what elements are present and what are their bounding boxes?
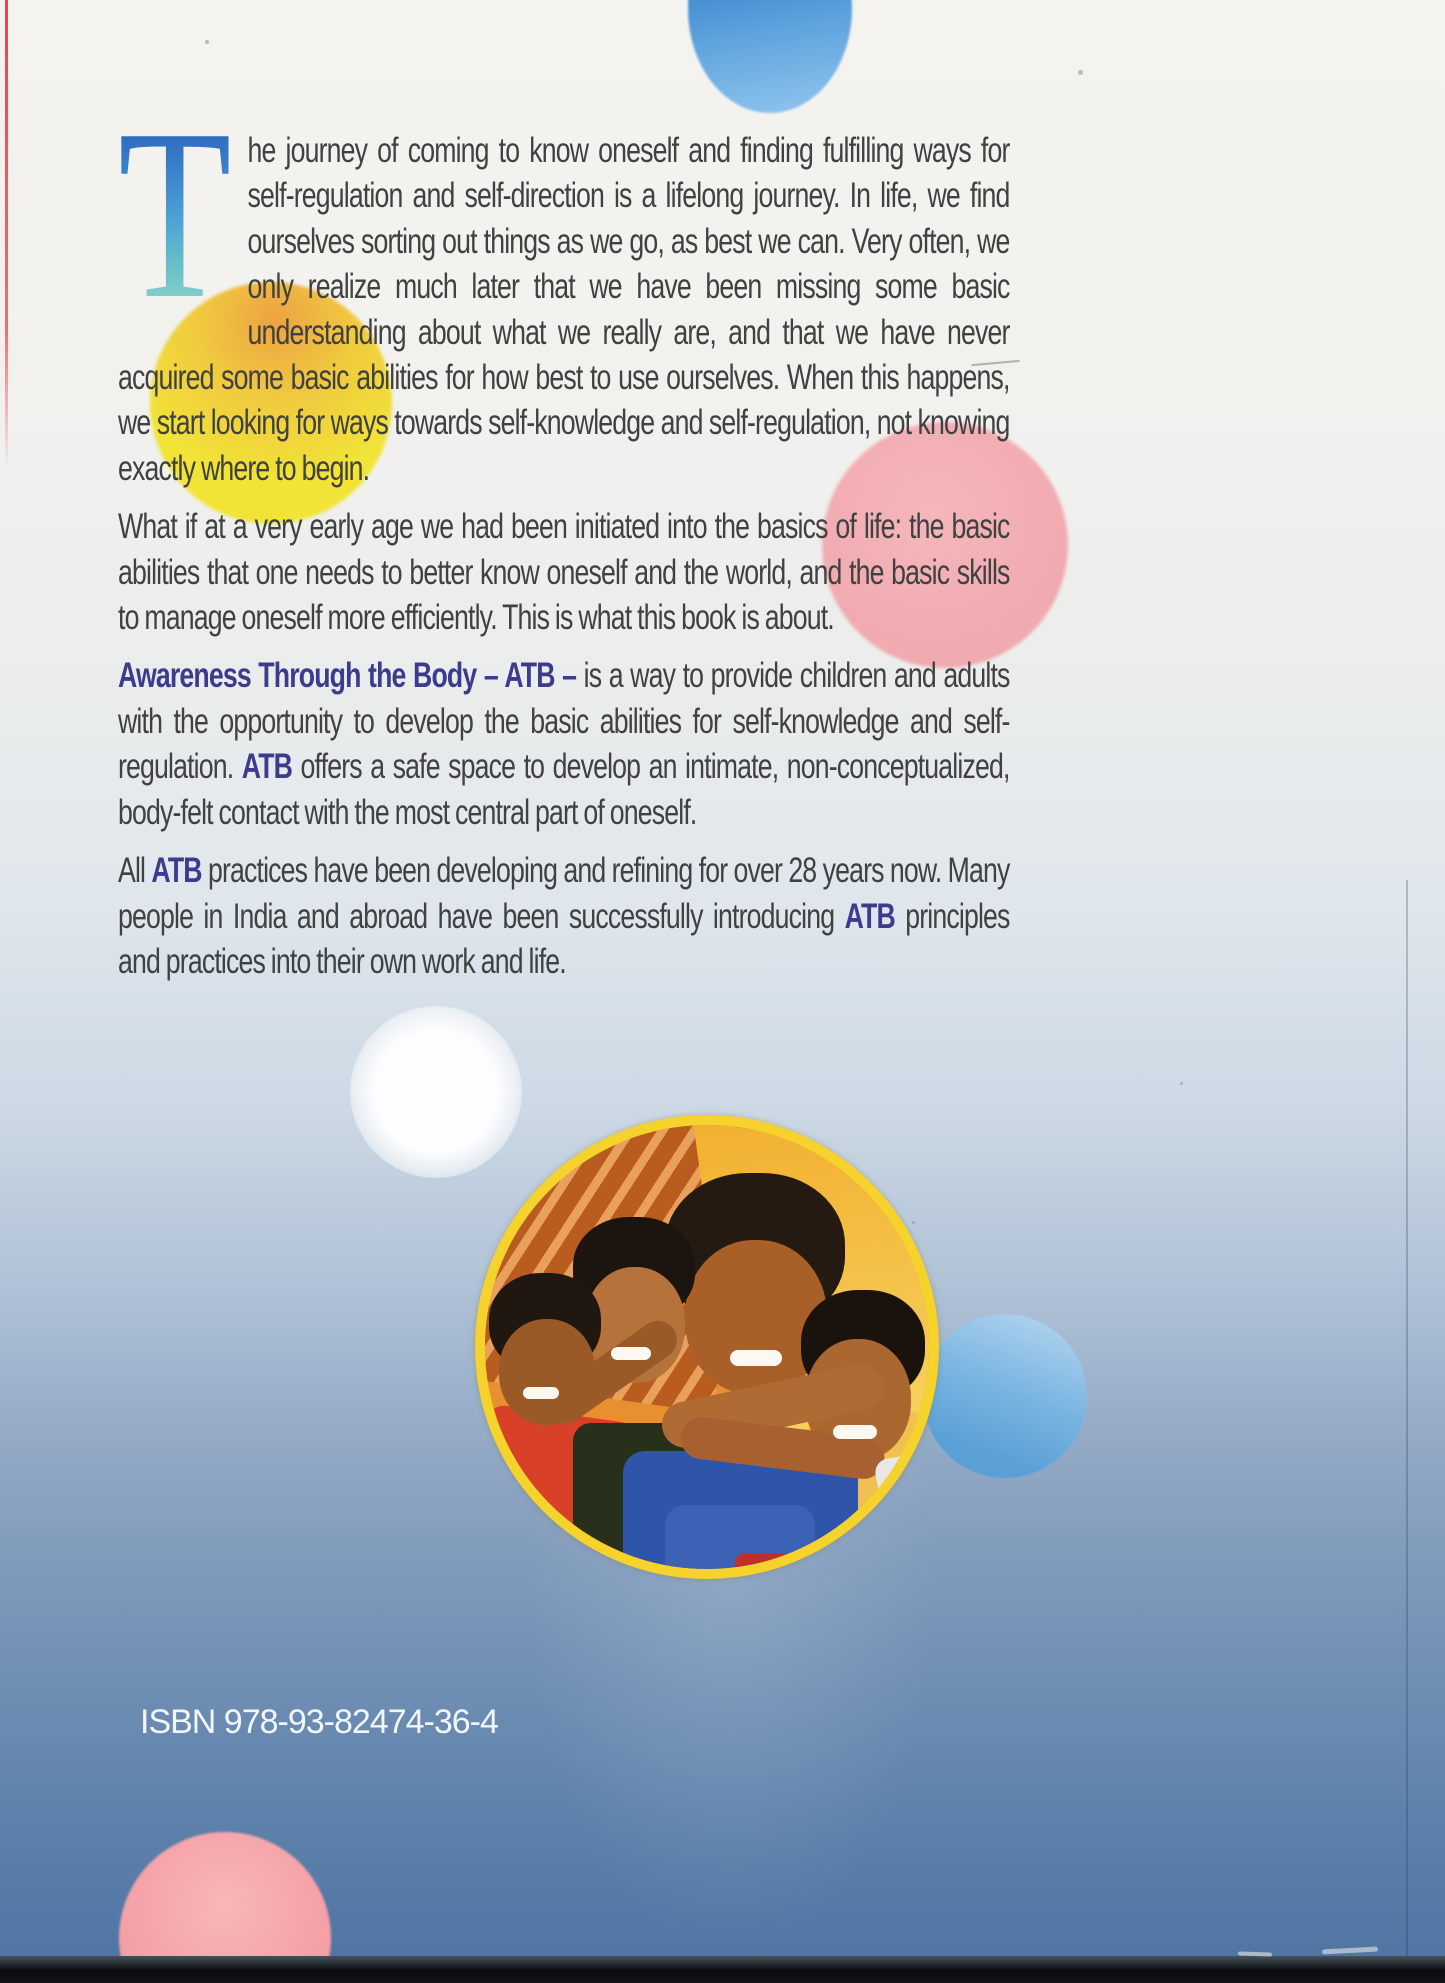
body-text: is a way to provide children and adults with the opportunity to develop the basic abilities for self-knowledge and self-regulation. xyxy=(118,656,1010,787)
scan-artifact-right-edge xyxy=(1406,880,1408,1956)
photo-shape xyxy=(833,1425,877,1439)
scan-artifact-scratch xyxy=(1322,1947,1378,1955)
body-text: All xyxy=(118,851,152,891)
isbn-text: ISBN 978-93-82474-36-4 xyxy=(140,1703,498,1741)
drop-cap: T xyxy=(118,135,238,316)
brand-text: Awareness Through the Body – ATB – xyxy=(118,656,584,696)
decorative-blue-circle-middle xyxy=(923,1314,1087,1478)
body-text: he journey of coming to know oneself and finding fulfilling ways for self-regulation and self-direction is a lifelong journey. In life, we find ourselves sorting out things as we go, as best we can. Very often, we only realize much later that we have been missing some basic understanding about what we really are, and that we have never acquired some basic abilities for how best to use ourselves. When this happens, we start looking for ways towards self-knowledge and self-regulation, not knowing exactly where to begin. xyxy=(118,131,1010,488)
body-paragraph xyxy=(118,504,1010,640)
scan-artifact-speck xyxy=(1078,70,1083,75)
body-paragraph xyxy=(118,848,1010,984)
photo-shape xyxy=(611,1347,651,1360)
scan-artifact-red-edge xyxy=(5,0,8,470)
body-text: offers a safe space to develop an intimate, non-conceptualized, body-felt contact with the most central part of oneself. xyxy=(118,747,1010,832)
scan-artifact-speck xyxy=(205,40,209,44)
body-text: principles and practices into their own work and life. xyxy=(118,896,1010,981)
scan-artifact-bottom-shadow xyxy=(0,1956,1445,1983)
text-block xyxy=(118,79,1010,997)
body-text: practices have been developing and refining for over 28 years now. Many people in India and abroad have been successfully introducing xyxy=(118,851,1010,936)
scan-artifact-speck xyxy=(912,1221,915,1224)
body-text: What if at a very early age we had been initiated into the basics of life: the basic abilities that one needs to better know oneself and the world, and the basic skills to manage oneself more efficiently. This is what this book is about. xyxy=(118,507,1010,638)
scan-artifact-speck xyxy=(1180,1082,1183,1085)
brand-text: ATB xyxy=(151,851,202,891)
brand-text: ATB xyxy=(241,747,293,787)
body-paragraph xyxy=(118,79,1010,491)
photo-shape xyxy=(523,1387,559,1399)
body-paragraph xyxy=(118,653,1010,835)
brand-text: ATB xyxy=(844,896,895,936)
decorative-blue-circle-top xyxy=(688,0,852,113)
photo-shape xyxy=(730,1350,782,1366)
children-photo xyxy=(475,1115,939,1579)
